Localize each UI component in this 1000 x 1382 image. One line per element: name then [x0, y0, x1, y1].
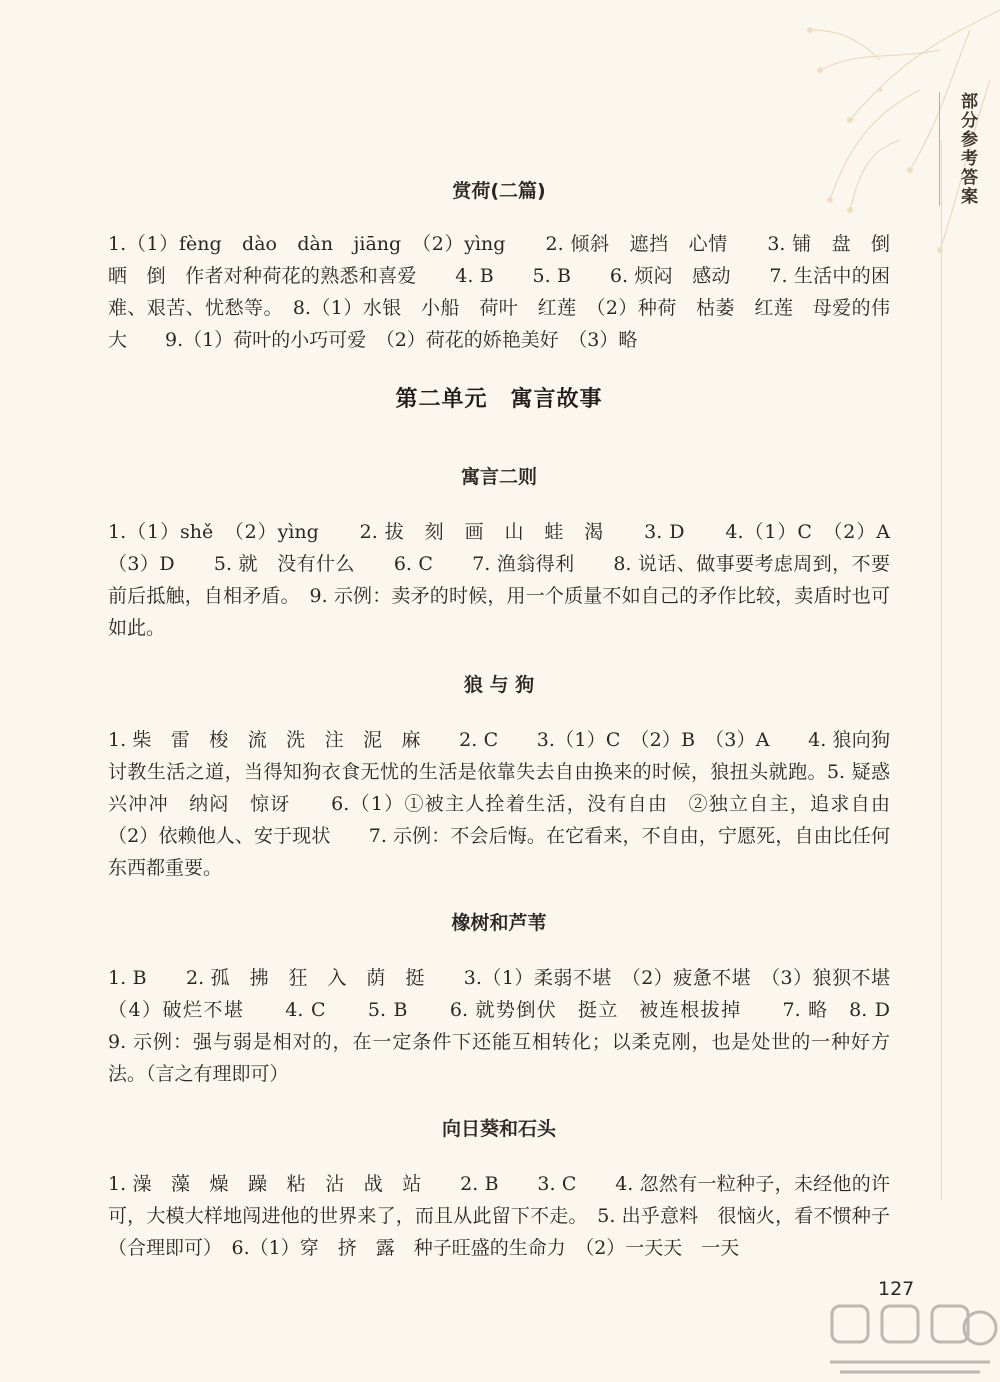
section-title: 寓言二则	[460, 466, 537, 488]
unit-title: 第二单元 寓言故事	[395, 386, 603, 412]
section-title: 赏荷(二篇)	[452, 180, 546, 202]
side-divider	[941, 140, 942, 1200]
section-answers: 1. 澡 藻 燥 躁 粘 沾 战 站 2. B 3. C 4. 忽然有一粒种子，未经他的许可，大模大样地闯进他的世界来了，而且从此留下不走。 5. 出乎意料 很恼火，看不惯种子（合理即可） 6.（1）穿 挤 露 种子旺盛的生命力 （2）一天天 一天	[108, 1173, 890, 1259]
section-title: 狼 与 狗	[463, 674, 535, 696]
page-number: 127	[878, 1278, 915, 1300]
section-answers: 1.（1）shě （2）yìng 2. 拔 刻 画 山 蛙 渴 3. D 4.（1）C （2）A （3）D 5. 就 没有什么 6. C 7. 渔翁得利 8. 说话、做事要考虑周到，不要前后抵触，自相矛盾。 9. 示例：卖矛的时候，用一个质量不如自己的矛作比较，卖盾时也可如此。	[108, 521, 910, 639]
section-title: 橡树和芦苇	[451, 912, 547, 934]
section-title: 向日葵和石头	[441, 1118, 556, 1140]
section-answers: 1. B 2. 孤 拂 狂 入 荫 挺 3.（1）柔弱不堪 （2）疲惫不堪 （3）狼狈不堪 （4）破烂不堪 4. C 5. B 6. 就势倒伏 挺立 被连根拔掉 7. 略 8. D 9. 示例：强与弱是相对的，在一定条件下还能互相转化；以柔克刚，也是处世的一种好方法。（言之有理即可）	[108, 967, 929, 1085]
watermark-logo-icon	[820, 1300, 1000, 1382]
section-answers: 1. 柴 雷 梭 流 洗 注 泥 麻 2. C 3.（1）C （2）B （3）A 4. 狼向狗讨教生活之道，当得知狗衣食无忧的生活是依靠失去自由换来的时候，狼扭头就跑。5. 疑惑 兴冲冲 纳闷 惊讶 6.（1）①被主人拴着生活，没有自由 ②独立自主，追求自由 （2）依赖他人、安于现状 7. 示例：不会后悔。在它看来，不自由，宁愿死，自由比任何东西都重要。	[108, 729, 910, 879]
section-answers: 1.（1）fèng dào dàn jiāng （2）yìng 2. 倾斜 遮挡 心情 3. 铺 盘 倒 晒 倒 作者对种荷花的熟悉和喜爱 4. B 5. B 6. 烦闷 感动 7. 生活中的困难、艰苦、忧愁等。 8.（1）水银 小船 荷叶 红莲 （2）种荷 枯萎 红莲 母爱的伟大 9.（1）荷叶的小巧可爱 （2）荷花的娇艳美好 （3）略	[108, 233, 910, 351]
side-tab-label: 部分参考答案	[939, 92, 980, 206]
